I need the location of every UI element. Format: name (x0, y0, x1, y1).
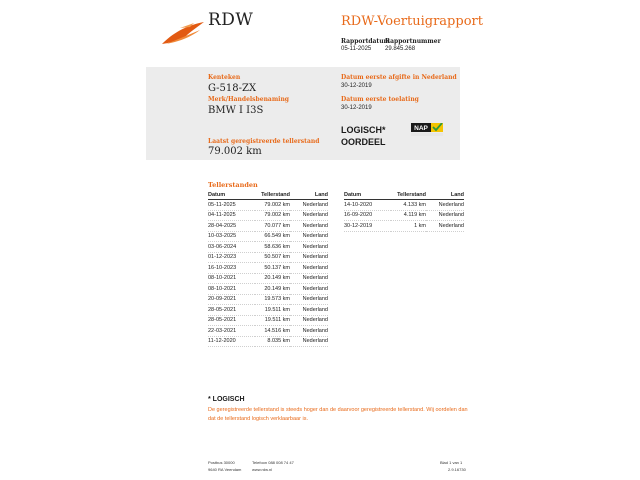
odometer-value: 79.002 km (208, 146, 262, 157)
table-row (208, 305, 328, 316)
row-country: Nederland (290, 252, 328, 263)
col-header-reading: Tellerstand (255, 190, 290, 200)
first-issue-nl-label: Datum eerste afgifte in Nederland (341, 74, 457, 81)
row-date: 08-10-2021 (208, 284, 255, 295)
odometer-table-left (208, 190, 328, 347)
row-reading: 14.516 km (255, 326, 290, 337)
row-date: 16-09-2020 (344, 210, 391, 221)
row-country: Nederland (290, 326, 328, 337)
table-row (208, 273, 328, 284)
odometer-section-title: Tellerstanden (208, 181, 258, 189)
footer-code: 2.9.16730 (448, 467, 466, 472)
verdict-line-2: OORDEEL (341, 137, 386, 147)
footnote-text: De geregistreerde tellerstand is steeds hoger dan de daarvoor geregistreerde tellerstand. Wij oordelen dan dat de tellerstand logisch verklaarbaar is. (208, 407, 468, 422)
row-reading: 66.549 km (255, 231, 290, 242)
table-row (208, 263, 328, 274)
row-country: Nederland (290, 231, 328, 242)
row-reading: 19.573 km (255, 294, 290, 305)
row-date: 04-11-2025 (208, 210, 255, 221)
row-reading: 79.002 km (255, 210, 290, 221)
row-country: Nederland (290, 221, 328, 232)
odometer-table-right (344, 190, 464, 232)
row-date: 28-05-2021 (208, 315, 255, 326)
footer-city: 9640 RA Veendam (208, 467, 242, 472)
first-admission-label: Datum eerste toelating (341, 96, 419, 103)
row-reading: 19.511 km (255, 305, 290, 316)
footer-web[interactable]: www.rdw.nl (252, 467, 273, 472)
row-date: 11-12-2020 (208, 336, 255, 347)
table-row (208, 242, 328, 253)
row-reading: 19.511 km (255, 315, 290, 326)
row-reading: 58.636 km (255, 242, 290, 253)
brand-name: RDW (208, 10, 254, 30)
row-reading: 70.077 km (255, 221, 290, 232)
table-row (208, 315, 328, 326)
table-row (208, 200, 328, 211)
table-row (208, 326, 328, 337)
row-date: 03-06-2024 (208, 242, 255, 253)
plate-value: G-518-ZX (208, 83, 257, 94)
row-country: Nederland (426, 221, 464, 232)
report-title: RDW-Voertuigrapport (341, 14, 483, 29)
row-date: 28-05-2021 (208, 305, 255, 316)
plate-label: Kenteken (208, 74, 241, 81)
row-reading: 4.133 km (391, 200, 426, 211)
table-row (208, 284, 328, 295)
row-reading: 20.149 km (255, 284, 290, 295)
row-reading: 8.035 km (255, 336, 290, 347)
odometer-label: Laatst geregistreerde tellerstand (208, 138, 320, 145)
table-row (208, 294, 328, 305)
row-date: 08-10-2021 (208, 273, 255, 284)
table-row (344, 200, 464, 211)
row-country: Nederland (290, 210, 328, 221)
row-reading: 20.149 km (255, 273, 290, 284)
row-date: 16-10-2023 (208, 263, 255, 274)
nap-logo-text: NAP (414, 125, 428, 132)
row-country: Nederland (426, 200, 464, 211)
row-reading: 50.507 km (255, 252, 290, 263)
row-country: Nederland (290, 284, 328, 295)
row-country: Nederland (290, 242, 328, 253)
row-reading: 4.119 km (391, 210, 426, 221)
row-country: Nederland (290, 294, 328, 305)
footnote-title: * LOGISCH (208, 396, 245, 403)
footer-postbus: Postbus 30000 (208, 460, 235, 465)
row-reading: 1 km (391, 221, 426, 232)
rdw-logo-icon (160, 20, 206, 46)
report-date-label: Rapportdatum (341, 38, 390, 45)
col-header-reading: Tellerstand (391, 190, 426, 200)
table-row (208, 210, 328, 221)
row-date: 14-10-2020 (344, 200, 391, 211)
row-country: Nederland (290, 200, 328, 211)
verdict (341, 124, 386, 148)
row-country: Nederland (290, 315, 328, 326)
table-row (344, 221, 464, 232)
row-date: 30-12-2019 (344, 221, 391, 232)
row-country: Nederland (426, 210, 464, 221)
row-country: Nederland (290, 305, 328, 316)
row-date: 22-03-2021 (208, 326, 255, 337)
make-value: BMW I I3S (208, 105, 264, 116)
row-country: Nederland (290, 263, 328, 274)
row-reading: 79.002 km (255, 200, 290, 211)
footer-page: Blad 1 van 1 (440, 460, 463, 465)
report-number-label: Rapportnummer (385, 38, 441, 45)
make-label: Merk/Handelsbenaming (208, 96, 290, 103)
report-date: 05-11-2025 (341, 46, 372, 52)
verdict-line-1: LOGISCH* (341, 125, 386, 135)
row-date: 01-12-2023 (208, 252, 255, 263)
table-row (208, 221, 328, 232)
row-reading: 50.137 km (255, 263, 290, 274)
first-admission-value: 30-12-2019 (341, 105, 372, 111)
col-header-date: Datum (208, 190, 255, 200)
footer-phone: Telefoon 088 008 74 47 (252, 460, 294, 465)
row-date: 20-09-2021 (208, 294, 255, 305)
report-number: 29.845.268 (385, 46, 416, 52)
col-header-date: Datum (344, 190, 391, 200)
table-row (208, 336, 328, 347)
row-date: 10-03-2025 (208, 231, 255, 242)
row-country: Nederland (290, 273, 328, 284)
table-row (344, 210, 464, 221)
row-date: 05-11-2025 (208, 200, 255, 211)
row-country: Nederland (290, 336, 328, 347)
row-date: 28-04-2025 (208, 221, 255, 232)
table-row (208, 252, 328, 263)
col-header-country: Land (290, 190, 328, 200)
col-header-country: Land (426, 190, 464, 200)
nap-logo (411, 123, 443, 136)
first-issue-nl-value: 30-12-2019 (341, 83, 372, 89)
table-row (208, 231, 328, 242)
